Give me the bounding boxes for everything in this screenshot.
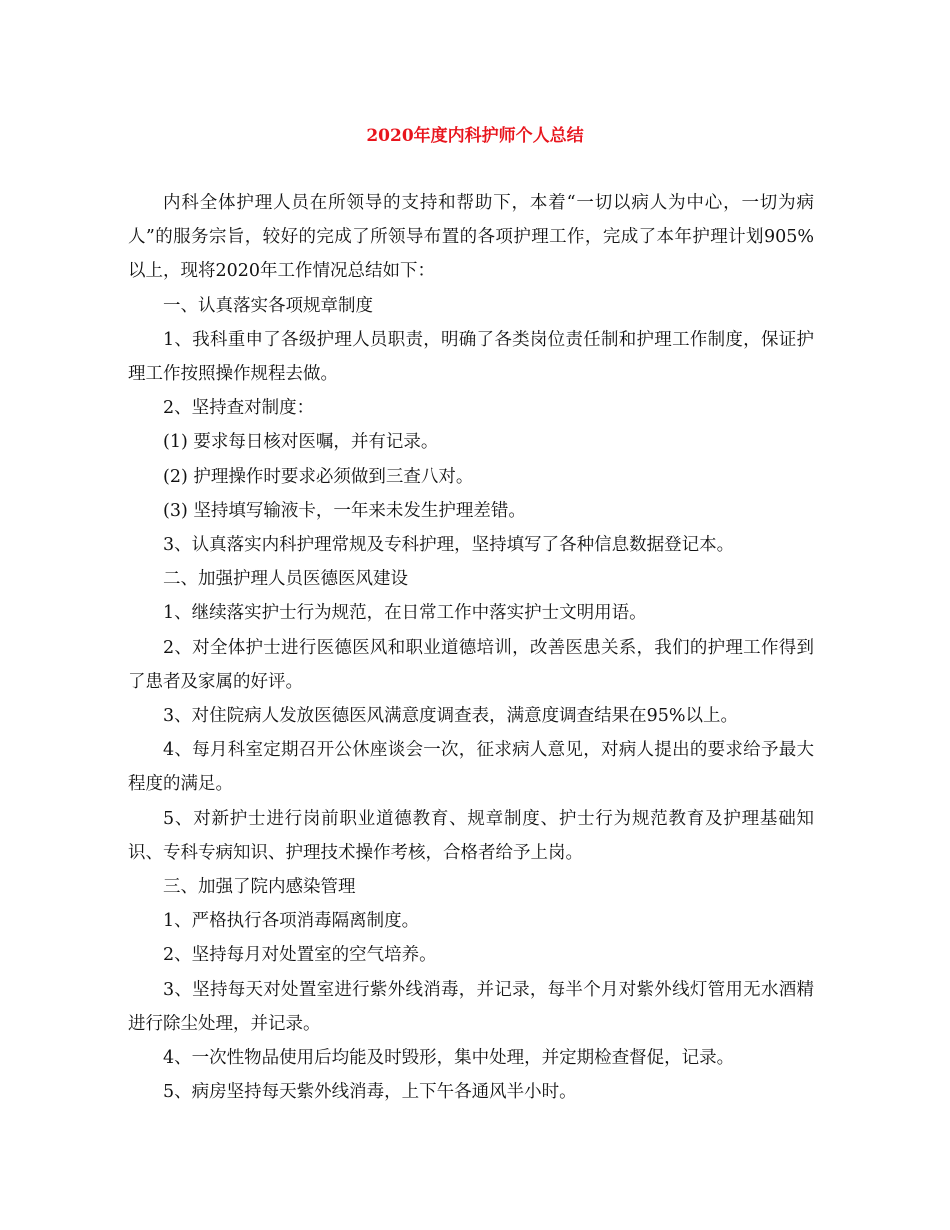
paragraph: (2) 护理操作时要求必须做到三查八对。 bbox=[163, 466, 474, 487]
paragraph: 3、对住院病人发放医德医风满意度调查表，满意度调查结果在95%以上。 bbox=[163, 706, 739, 727]
document-body bbox=[128, 186, 814, 1109]
document-title: 2020年度内科护师个人总结 bbox=[366, 126, 584, 146]
paragraph: 3、认真落实内科护理常规及专科护理，坚持填写了各种信息数据登记本。 bbox=[163, 535, 735, 556]
paragraph: 5、病房坚持每天紫外线消毒，上下午各通风半小时。 bbox=[163, 1082, 577, 1103]
paragraph: 2、坚持每月对处置室的空气培养。 bbox=[163, 945, 437, 966]
section-heading-2: 二、加强护理人员医德医风建设 bbox=[163, 569, 408, 590]
paragraph: 4、一次性物品使用后均能及时毁形，集中处理，并定期检查督促，记录。 bbox=[163, 1048, 735, 1069]
paragraph-intro: 内科全体护理人员在所领导的支持和帮助下，本着“一切以病人为中心，一切为病人”的服务宗旨，较好的完成了所领导布置的各项护理工作，完成了本年护理计划905%以上，现将2020年工作情况总结如下： bbox=[128, 193, 814, 282]
paragraph: (1) 要求每日核对医嘱，并有记录。 bbox=[163, 432, 439, 453]
paragraph: 1、继续落实护士行为规范，在日常工作中落实护士文明用语。 bbox=[163, 603, 647, 624]
paragraph: 2、对全体护士进行医德医风和职业道德培训，改善医患关系，我们的护理工作得到了患者及家属的好评。 bbox=[128, 637, 814, 692]
section-heading-1: 一、认真落实各项规章制度 bbox=[163, 295, 373, 316]
paragraph: 2、坚持查对制度： bbox=[163, 398, 315, 419]
paragraph: (3) 坚持填写输液卡，一年来未发生护理差错。 bbox=[163, 500, 526, 521]
paragraph: 5、对新护士进行岗前职业道德教育、规章制度、护士行为规范教育及护理基础知识、专科专病知识、护理技术操作考核，合格者给予上岗。 bbox=[128, 808, 814, 863]
paragraph: 4、每月科室定期召开公休座谈会一次，征求病人意见，对病人提出的要求给予最大程度的满足。 bbox=[128, 740, 814, 795]
paragraph: 1、严格执行各项消毒隔离制度。 bbox=[163, 911, 420, 932]
paragraph: 1、我科重申了各级护理人员职责，明确了各类岗位责任制和护理工作制度，保证护理工作按照操作规程去做。 bbox=[128, 329, 814, 385]
section-heading-3: 三、加强了院内感染管理 bbox=[163, 877, 356, 898]
paragraph: 3、坚持每天对处置室进行紫外线消毒，并记录，每半个月对紫外线灯管用无水酒精进行除尘处理，并记录。 bbox=[128, 979, 814, 1034]
